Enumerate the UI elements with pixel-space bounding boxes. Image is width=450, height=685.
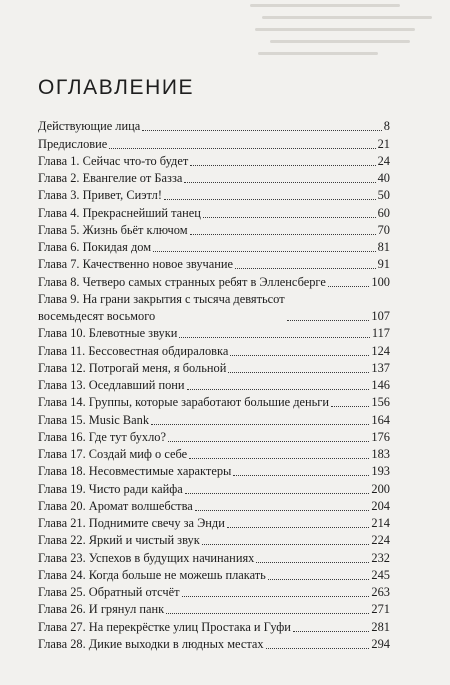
toc-entry-page: 8	[383, 119, 390, 134]
toc-entry-label: Глава 2. Евангелие от Базза	[38, 171, 183, 185]
toc-entry-label: Глава 12. Потрогай меня, я больной	[38, 360, 227, 375]
toc-entry	[38, 446, 390, 463]
toc-entry-page: 124	[371, 343, 390, 358]
toc-leader	[187, 388, 370, 390]
toc-entry-page: 146	[371, 378, 390, 392]
toc-entry	[38, 342, 390, 359]
toc-entry-page: 60	[377, 205, 390, 220]
toc-entry-label: Глава 8. Четверо самых странных ребят в Элленсберге	[38, 274, 326, 289]
toc-entry-label	[38, 291, 285, 325]
toc-entry-label: Глава 19. Чисто ради кайфа	[38, 481, 183, 496]
toc-entry	[38, 480, 390, 497]
toc-entry	[38, 118, 390, 135]
toc-entry-label: Глава 1. Сейчас что-то будет	[38, 153, 189, 168]
toc-entry-page: 40	[377, 171, 390, 185]
toc-entry	[38, 170, 390, 187]
toc-leader	[190, 164, 375, 166]
toc-entry-label: Глава 11. Бессовестная обдираловка	[38, 343, 229, 358]
bleed-through-text	[0, 0, 450, 62]
toc-entry	[38, 515, 390, 532]
toc-entry	[38, 222, 390, 239]
toc-leader	[235, 267, 376, 269]
toc-entry-page: 281	[371, 619, 390, 634]
toc-leader	[233, 474, 369, 476]
toc-leader	[109, 147, 375, 149]
toc-entry	[38, 601, 390, 618]
toc-entry	[38, 273, 390, 290]
toc-entry	[38, 584, 390, 601]
toc-entry-label: Глава 18. Несовместимые характеры	[38, 464, 232, 479]
toc-entry-label: Глава 10. Блевотные звуки	[38, 326, 178, 341]
toc-entry	[38, 360, 390, 377]
toc-entry-page: 232	[371, 550, 390, 565]
toc-entry-label: Глава 14. Группы, которые заработают большие деньги	[38, 395, 329, 410]
toc-entry-label: Глава 16. Где тут бухло?	[38, 429, 166, 444]
toc-entry-page: 176	[371, 429, 390, 444]
page-title: ОГЛАВЛЕНИЕ	[38, 76, 195, 99]
toc-leader	[227, 526, 370, 528]
toc-entry	[38, 291, 390, 326]
toc-leader	[268, 578, 370, 580]
toc-leader	[185, 492, 370, 494]
toc-entry-page: 183	[371, 447, 390, 461]
toc-leader	[179, 336, 370, 338]
toc-leader	[164, 198, 376, 200]
toc-leader	[142, 129, 382, 131]
toc-leader	[195, 509, 370, 511]
toc-entry-label: Глава 13. Оседлавший пони	[38, 378, 185, 392]
toc-entry	[38, 135, 390, 152]
toc-entry	[38, 498, 390, 515]
toc-entry	[38, 187, 390, 204]
toc-entry	[38, 567, 390, 584]
toc-leader	[230, 354, 369, 356]
toc-entry-label: Глава 28. Дикие выходки в людных местах	[38, 636, 264, 651]
toc-leader	[287, 319, 370, 321]
toc-entry-page: 263	[371, 585, 390, 599]
toc-leader	[202, 543, 370, 545]
toc-entry-page: 294	[371, 636, 390, 651]
toc-leader	[203, 216, 376, 218]
toc-entry-page: 100	[371, 274, 390, 289]
toc-entry-label: Глава 21. Поднимите свечу за Энди	[38, 516, 225, 530]
toc-entry-label: Глава 6. Покидая дом	[38, 240, 152, 254]
toc-entry	[38, 463, 390, 480]
toc-entry-label: Глава 27. На перекрёстке улиц Простака и Гуфи	[38, 619, 291, 634]
toc-entry-page: 107	[371, 309, 390, 323]
toc-entry-page: 21	[377, 136, 390, 151]
toc-leader	[256, 561, 369, 563]
toc-entry-label: Глава 5. Жизнь бьёт ключом	[38, 222, 188, 237]
toc-entry	[38, 411, 390, 428]
toc-entry	[38, 153, 390, 170]
toc-entry-page: 193	[371, 464, 390, 479]
toc-entry-label: Глава 7. Качественно новое звучание	[38, 257, 234, 272]
toc-entry-label-line1: Глава 9. На грани закрытия с тысяча девятьсот	[38, 292, 285, 306]
toc-entry-label: Глава 3. Привет, Сиэтл!	[38, 188, 162, 203]
toc-entry	[38, 325, 390, 342]
toc-entry-page: 214	[371, 516, 390, 530]
toc-leader	[184, 181, 375, 183]
toc-leader	[266, 647, 370, 649]
toc-entry-page: 81	[377, 240, 390, 254]
toc-entry-page: 156	[371, 395, 390, 410]
toc-entry-label: Глава 4. Прекраснейший танец	[38, 205, 201, 220]
toc-entry	[38, 239, 390, 256]
toc-entry-page: 245	[371, 567, 390, 582]
toc-entry	[38, 256, 390, 273]
toc-entry-page: 164	[371, 412, 390, 427]
toc-entry	[38, 377, 390, 394]
toc-leader	[293, 630, 370, 632]
toc-leader	[151, 423, 369, 425]
toc-leader	[331, 405, 369, 407]
toc-entry	[38, 429, 390, 446]
toc-entry-page: 50	[377, 188, 390, 203]
toc-entry	[38, 618, 390, 635]
toc-entry-page: 204	[371, 498, 390, 513]
toc-entry-label: Глава 15. Music Bank	[38, 412, 150, 427]
toc-entry-label: Глава 24. Когда больше не можешь плакать	[38, 567, 266, 582]
toc-entry-page: 91	[377, 257, 390, 272]
toc-entry-page: 24	[377, 153, 390, 168]
toc-entry	[38, 532, 390, 549]
toc-leader	[328, 285, 370, 287]
toc-entry-label-line2: восемьдесят восьмого	[38, 309, 156, 323]
toc-leader	[166, 612, 369, 614]
toc-entry-label: Глава 20. Аромат волшебства	[38, 498, 193, 513]
toc-entry-page: 224	[371, 533, 390, 548]
toc-entry	[38, 549, 390, 566]
toc-entry-label: Глава 25. Обратный отсчёт	[38, 585, 180, 599]
toc-entry-page: 200	[371, 481, 390, 496]
toc-entry	[38, 636, 390, 653]
toc-entry-page: 271	[371, 602, 390, 617]
toc-leader	[168, 440, 369, 442]
toc-leader	[190, 233, 376, 235]
toc-leader	[189, 457, 369, 459]
toc-entry-label: Предисловие	[38, 136, 108, 151]
toc-entry-label: Глава 17. Создай миф о себе	[38, 447, 188, 461]
toc-entry-page: 137	[371, 360, 390, 375]
toc-entry	[38, 204, 390, 221]
toc-entry	[38, 394, 390, 411]
toc-entry-label: Глава 23. Успехов в будущих начинаниях	[38, 550, 255, 565]
toc-entry-page: 70	[377, 222, 390, 237]
toc-entry-label: Глава 22. Яркий и чистый звук	[38, 533, 200, 548]
toc-list	[38, 118, 390, 653]
toc-leader	[228, 371, 369, 373]
toc-entry-label: Действующие лица	[38, 119, 141, 134]
toc-leader	[153, 250, 376, 252]
toc-leader	[182, 595, 370, 597]
toc-entry-page: 117	[371, 326, 390, 341]
toc-entry-label: Глава 26. И грянул панк	[38, 602, 165, 617]
